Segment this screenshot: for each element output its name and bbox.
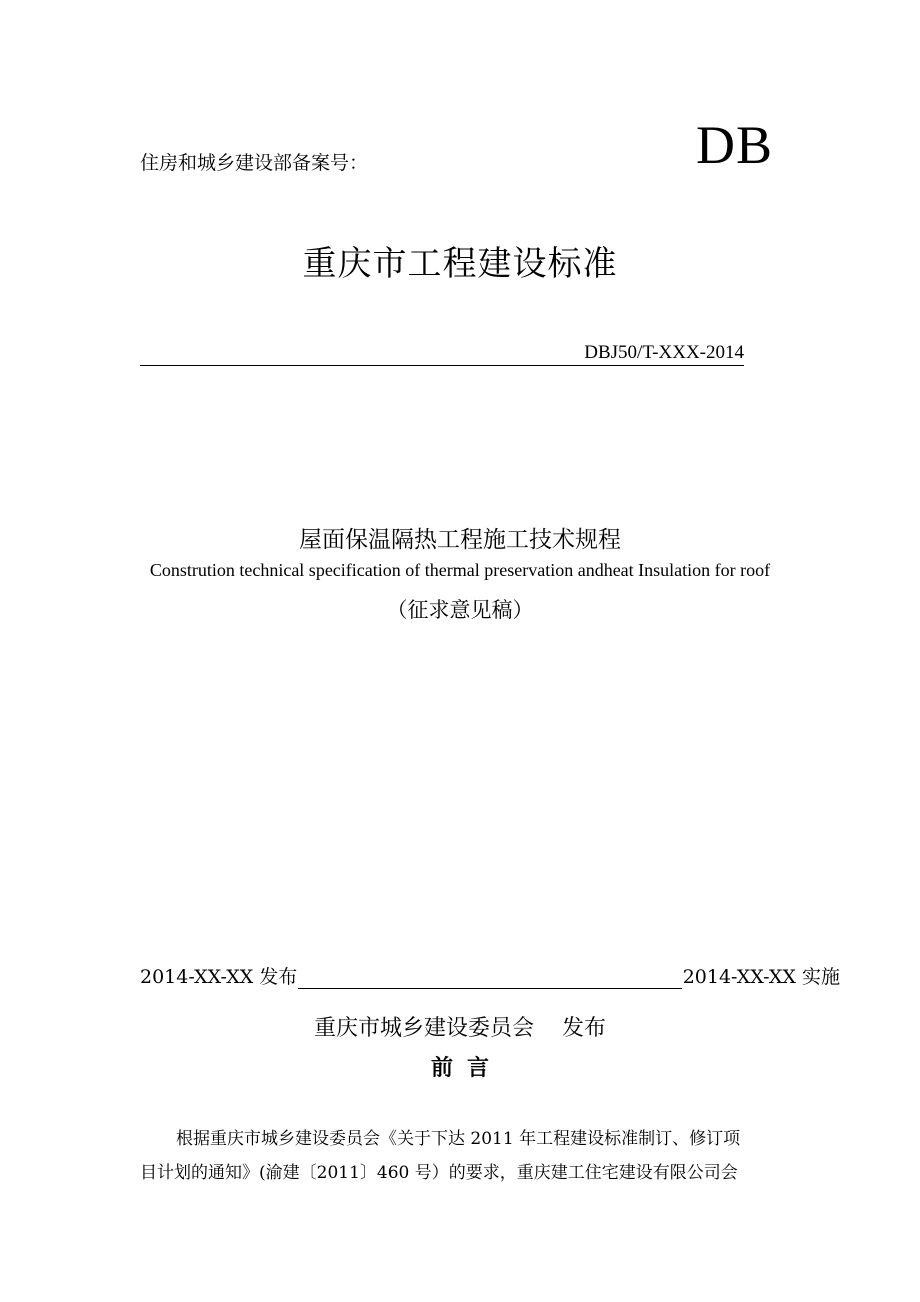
standard-category-title: 重庆市工程建设标准 [302, 244, 618, 284]
preface-heading: 前言 [430, 1056, 503, 1081]
draft-status-note: （征求意见稿） [386, 598, 534, 622]
effective-date: 2014-XX-XX 实施 [682, 966, 840, 988]
date-separator-rule [298, 967, 681, 989]
preface-paragraph-line: 根据重庆市城乡建设委员会《关于下达 2011 年工程建设标准制订、修订项 [176, 1129, 741, 1149]
issuer-name: 重庆市城乡建设委员会 [313, 1016, 534, 1041]
db-standard-mark: DB [696, 115, 774, 175]
issuer-action: 发布 [562, 1016, 607, 1041]
filing-number-label: 住房和城乡建设部备案号： [140, 152, 369, 174]
document-title-english: Constrution technical specification of thermal preservation andheat Insulation for roof [149, 560, 771, 580]
standard-number-rule [140, 365, 744, 366]
issue-date: 2014-XX-XX 发布 [140, 966, 298, 988]
standard-number: DBJ50/T-XXX-2014 [584, 342, 744, 363]
issuing-authority [0, 1011, 920, 1042]
date-row [140, 962, 840, 989]
document-title-chinese: 屋面保温隔热工程施工技术规程 [299, 527, 621, 553]
preface-paragraph-line: 目计划的通知》(渝建〔2011〕460 号）的要求，重庆建工住宅建设有限公司会 [140, 1163, 738, 1183]
